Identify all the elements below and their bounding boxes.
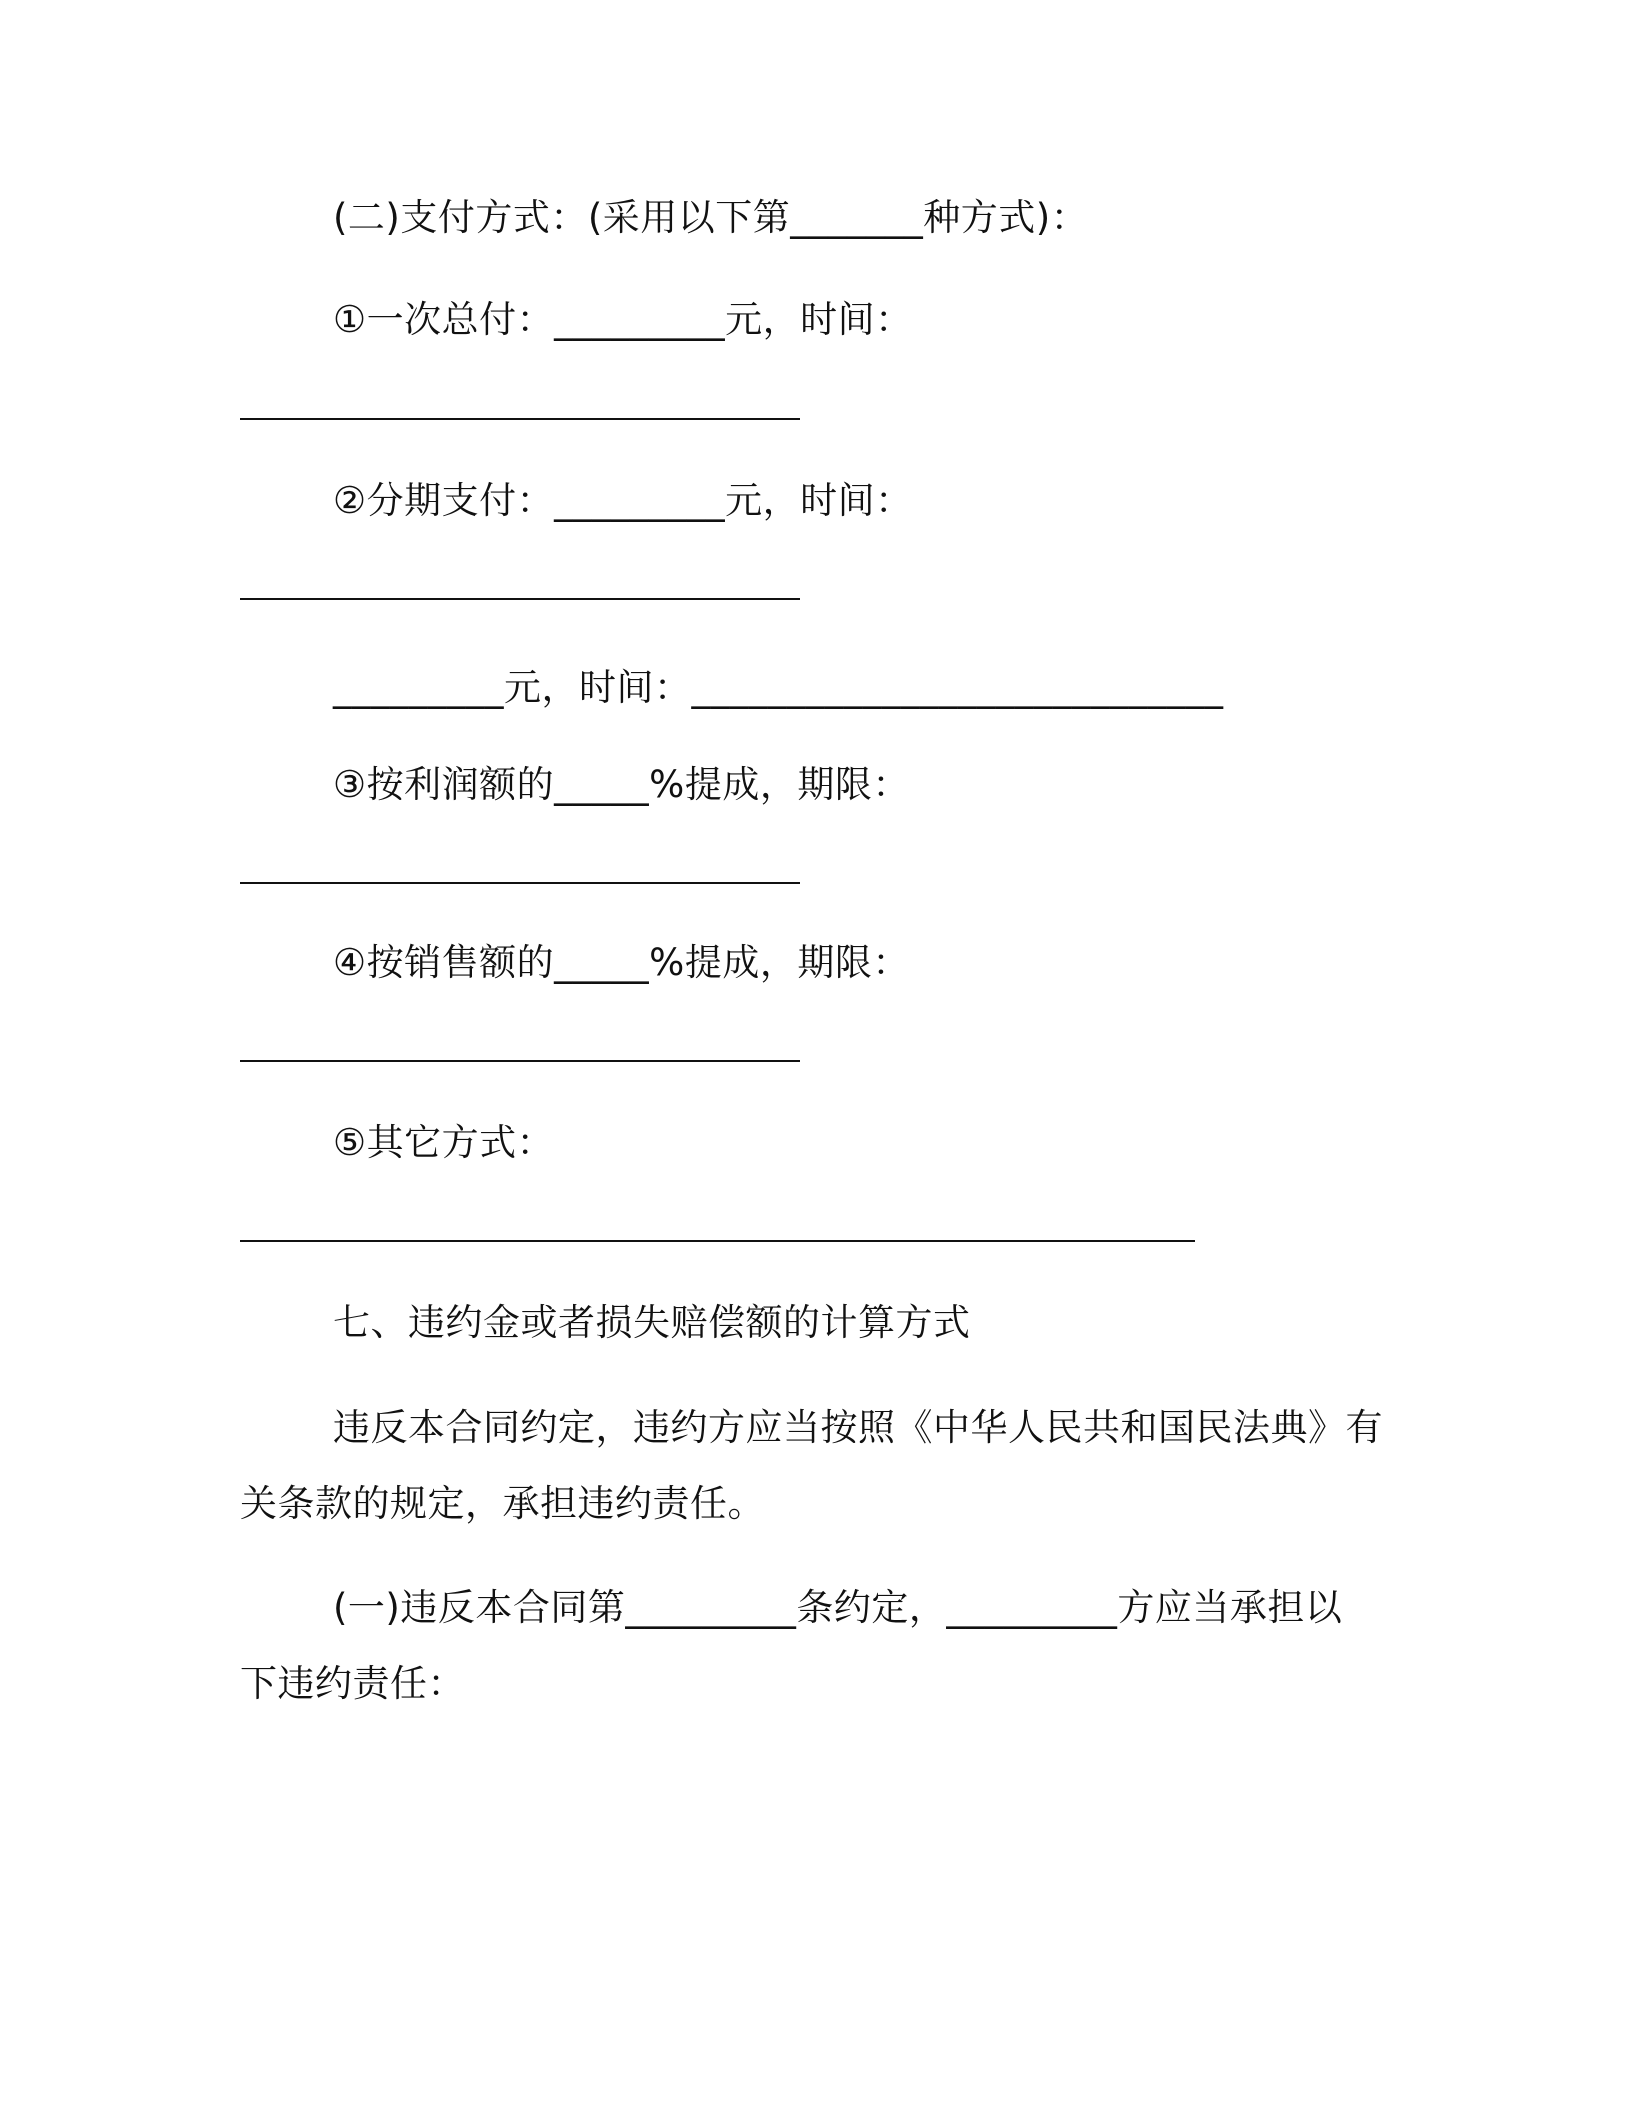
option-installment-second: _________元，时间：____________________________ (333, 666, 1224, 709)
section-7-paragraph-line-2: 关条款的规定，承担违约责任。 (240, 1482, 765, 1525)
option-profit-share: ③按利润额的_____%提成，期限： (333, 763, 910, 806)
option-installment: ②分期支付：_________元，时间： (333, 479, 913, 522)
section-7-item-1-line-2: 下违约责任： (240, 1662, 465, 1705)
blank-line-sales-term (240, 1060, 800, 1062)
section-7-title: 七、违约金或者损失赔偿额的计算方式 (333, 1301, 971, 1344)
payment-method-heading: (二)支付方式：(采用以下第_______种方式)： (333, 196, 1089, 239)
section-7-item-1-line-1: (一)违反本合同第_________条约定，_________方应当承担以 (333, 1586, 1343, 1629)
option-other: ⑤其它方式： (333, 1121, 555, 1164)
blank-line-lump-sum-time (240, 418, 800, 420)
blank-line-other (240, 1240, 1195, 1242)
option-sales-share: ④按销售额的_____%提成，期限： (333, 941, 910, 984)
blank-line-profit-term (240, 882, 800, 884)
blank-line-installment-time (240, 598, 800, 600)
option-lump-sum: ①一次总付：_________元，时间： (333, 298, 913, 341)
section-7-paragraph-line-1: 违反本合同约定，违约方应当按照《中华人民共和国民法典》有 (333, 1406, 1383, 1449)
